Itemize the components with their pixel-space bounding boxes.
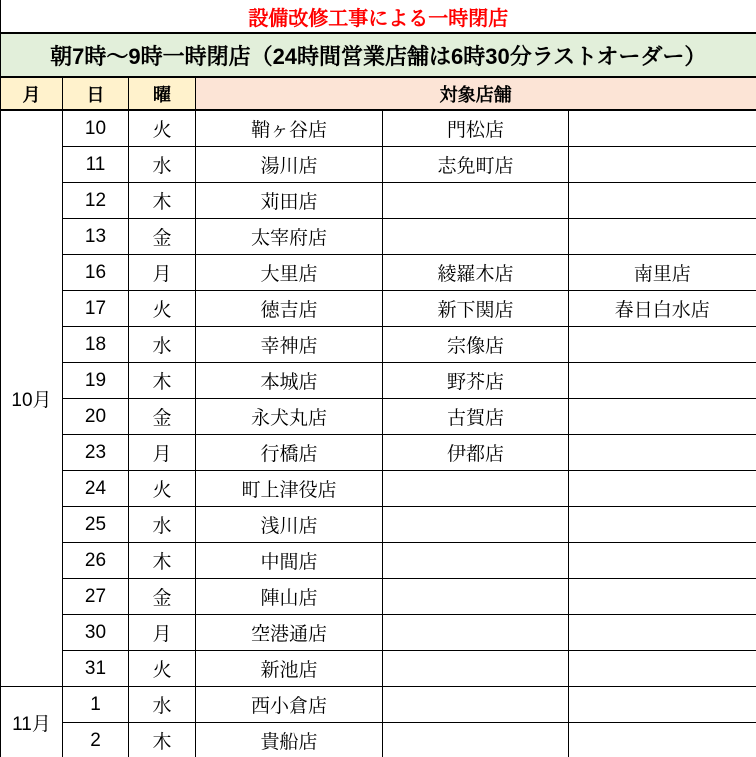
weekday-label: 木 — [129, 543, 196, 579]
day-number: 27 — [63, 579, 129, 615]
day-number: 24 — [63, 471, 129, 507]
title-row — [1, 0, 756, 33]
table-row — [1, 579, 756, 615]
day-number: 20 — [63, 399, 129, 435]
table-row — [1, 651, 756, 687]
day-number: 2 — [63, 723, 129, 757]
store-name: 町上津役店 — [196, 471, 383, 507]
store-name: 浅川店 — [196, 507, 383, 543]
weekday-label: 火 — [129, 291, 196, 327]
day-number: 1 — [63, 687, 129, 723]
table-row — [1, 363, 756, 399]
column-header-month: 月 — [1, 77, 63, 110]
table-row — [1, 687, 756, 723]
store-name: 春日白水店 — [569, 291, 756, 327]
weekday-label: 水 — [129, 327, 196, 363]
header-row — [1, 77, 756, 110]
store-name: 伊都店 — [383, 435, 569, 471]
weekday-label: 水 — [129, 147, 196, 183]
store-empty-cell — [569, 435, 756, 471]
subtitle-row — [1, 33, 756, 77]
weekday-label: 木 — [129, 723, 196, 757]
store-name: 中間店 — [196, 543, 383, 579]
day-number: 11 — [63, 147, 129, 183]
day-number: 30 — [63, 615, 129, 651]
day-number: 10 — [63, 110, 129, 147]
store-name: 南里店 — [569, 255, 756, 291]
store-name: 野芥店 — [383, 363, 569, 399]
store-name: 志免町店 — [383, 147, 569, 183]
weekday-label: 火 — [129, 110, 196, 147]
store-name: 太宰府店 — [196, 219, 383, 255]
column-header-day: 日 — [63, 77, 129, 110]
day-number: 19 — [63, 363, 129, 399]
weekday-label: 月 — [129, 435, 196, 471]
store-empty-cell — [383, 615, 569, 651]
table-row — [1, 435, 756, 471]
subtitle: 朝7時〜9時一時閉店（24時間営業店舗は6時30分ラストオーダー） — [1, 33, 756, 77]
weekday-label: 火 — [129, 471, 196, 507]
store-name: 新池店 — [196, 651, 383, 687]
table-row — [1, 219, 756, 255]
store-name: 行橋店 — [196, 435, 383, 471]
table-row — [1, 615, 756, 651]
store-empty-cell — [569, 219, 756, 255]
table-row — [1, 183, 756, 219]
store-empty-cell — [383, 507, 569, 543]
store-empty-cell — [569, 147, 756, 183]
month-label: 11月 — [1, 687, 63, 757]
store-empty-cell — [569, 651, 756, 687]
day-number: 31 — [63, 651, 129, 687]
day-number: 25 — [63, 507, 129, 543]
store-empty-cell — [569, 183, 756, 219]
store-empty-cell — [569, 507, 756, 543]
store-name: 鞘ヶ谷店 — [196, 110, 383, 147]
day-number: 13 — [63, 219, 129, 255]
store-name: 西小倉店 — [196, 687, 383, 723]
day-number: 23 — [63, 435, 129, 471]
table-row — [1, 543, 756, 579]
store-name: 陣山店 — [196, 579, 383, 615]
store-empty-cell — [383, 687, 569, 723]
store-name: 本城店 — [196, 363, 383, 399]
day-number: 18 — [63, 327, 129, 363]
store-name: 宗像店 — [383, 327, 569, 363]
table-row — [1, 255, 756, 291]
weekday-label: 木 — [129, 363, 196, 399]
weekday-label: 木 — [129, 183, 196, 219]
store-empty-cell — [569, 363, 756, 399]
store-empty-cell — [569, 543, 756, 579]
store-name: 門松店 — [383, 110, 569, 147]
weekday-label: 月 — [129, 255, 196, 291]
store-name: 空港通店 — [196, 615, 383, 651]
column-header-stores: 対象店舗 — [196, 77, 756, 110]
table-row — [1, 291, 756, 327]
store-name: 大里店 — [196, 255, 383, 291]
month-label: 10月 — [1, 110, 63, 687]
store-empty-cell — [569, 327, 756, 363]
day-number: 26 — [63, 543, 129, 579]
store-empty-cell — [569, 471, 756, 507]
store-name: 綾羅木店 — [383, 255, 569, 291]
table-row — [1, 507, 756, 543]
page-title: 設備改修工事による一時閉店 — [1, 0, 756, 33]
weekday-label: 金 — [129, 579, 196, 615]
store-empty-cell — [569, 399, 756, 435]
day-number: 17 — [63, 291, 129, 327]
store-empty-cell — [383, 579, 569, 615]
store-name: 苅田店 — [196, 183, 383, 219]
weekday-label: 金 — [129, 399, 196, 435]
weekday-label: 水 — [129, 507, 196, 543]
store-empty-cell — [569, 723, 756, 757]
store-name: 湯川店 — [196, 147, 383, 183]
day-number: 16 — [63, 255, 129, 291]
table-row — [1, 147, 756, 183]
table-row — [1, 110, 756, 147]
store-empty-cell — [569, 579, 756, 615]
weekday-label: 水 — [129, 687, 196, 723]
day-number: 12 — [63, 183, 129, 219]
table-row — [1, 399, 756, 435]
store-empty-cell — [569, 615, 756, 651]
store-name: 幸神店 — [196, 327, 383, 363]
store-name: 新下関店 — [383, 291, 569, 327]
store-name: 古賀店 — [383, 399, 569, 435]
store-empty-cell — [383, 651, 569, 687]
store-name: 徳吉店 — [196, 291, 383, 327]
store-name: 永犬丸店 — [196, 399, 383, 435]
table-row — [1, 471, 756, 507]
weekday-label: 月 — [129, 615, 196, 651]
column-header-weekday: 曜 — [129, 77, 196, 110]
store-empty-cell — [383, 543, 569, 579]
store-empty-cell — [383, 183, 569, 219]
store-empty-cell — [569, 687, 756, 723]
store-empty-cell — [383, 723, 569, 757]
weekday-label: 火 — [129, 651, 196, 687]
store-empty-cell — [383, 471, 569, 507]
table-row — [1, 723, 756, 757]
table-row — [1, 327, 756, 363]
store-empty-cell — [569, 110, 756, 147]
store-empty-cell — [383, 219, 569, 255]
store-name: 貴船店 — [196, 723, 383, 757]
weekday-label: 金 — [129, 219, 196, 255]
